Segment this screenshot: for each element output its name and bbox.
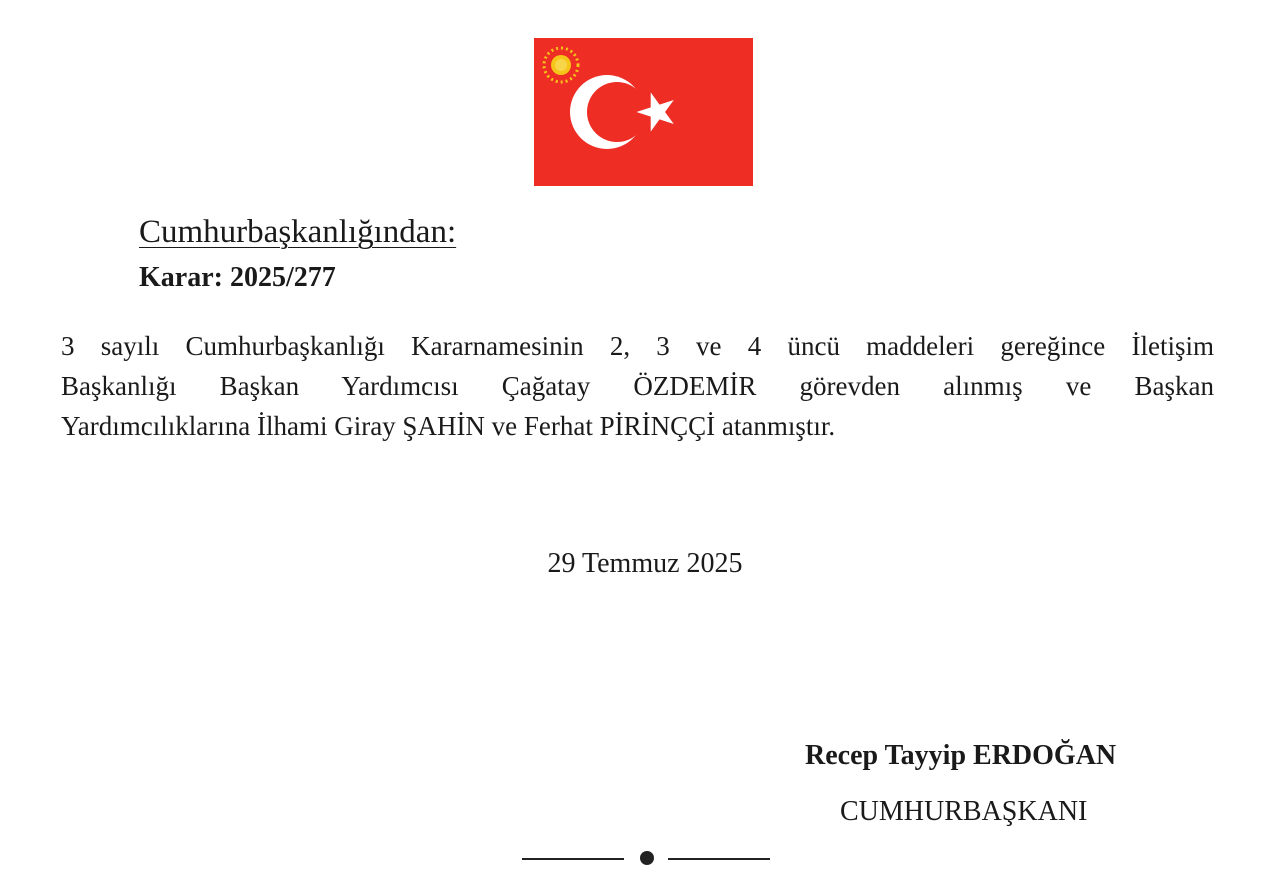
turkish-flag-emblem [534, 38, 753, 186]
issuer-heading: Cumhurbaşkanlığından: [139, 214, 457, 250]
flag-icon [534, 38, 753, 186]
divider-line-right [668, 858, 770, 860]
decision-number: Karar: 2025/277 [139, 262, 336, 293]
decision-body [61, 326, 1214, 446]
signatory-name: Recep Tayyip ERDOĞAN [805, 740, 1117, 771]
body-line: 3 sayılı Cumhurbaşkanlığı Kararnamesinin 2, 3 ve 4 üncü maddeleri gereğince İletişim [61, 331, 1214, 361]
signatory-title: CUMHURBAŞKANI [840, 796, 1088, 827]
divider-dot [640, 851, 654, 865]
end-of-document-divider [522, 847, 772, 867]
divider-line-left [522, 858, 624, 860]
body-line: Yardımcılıklarına İlhami Giray ŞAHİN ve Ferhat PİRİNÇÇİ atanmıştır. [61, 411, 836, 441]
body-line: Başkanlığı Başkan Yardımcısı Çağatay ÖZDEMİR görevden alınmış ve Başkan [61, 371, 1214, 401]
decision-date: 29 Temmuz 2025 [547, 548, 743, 579]
